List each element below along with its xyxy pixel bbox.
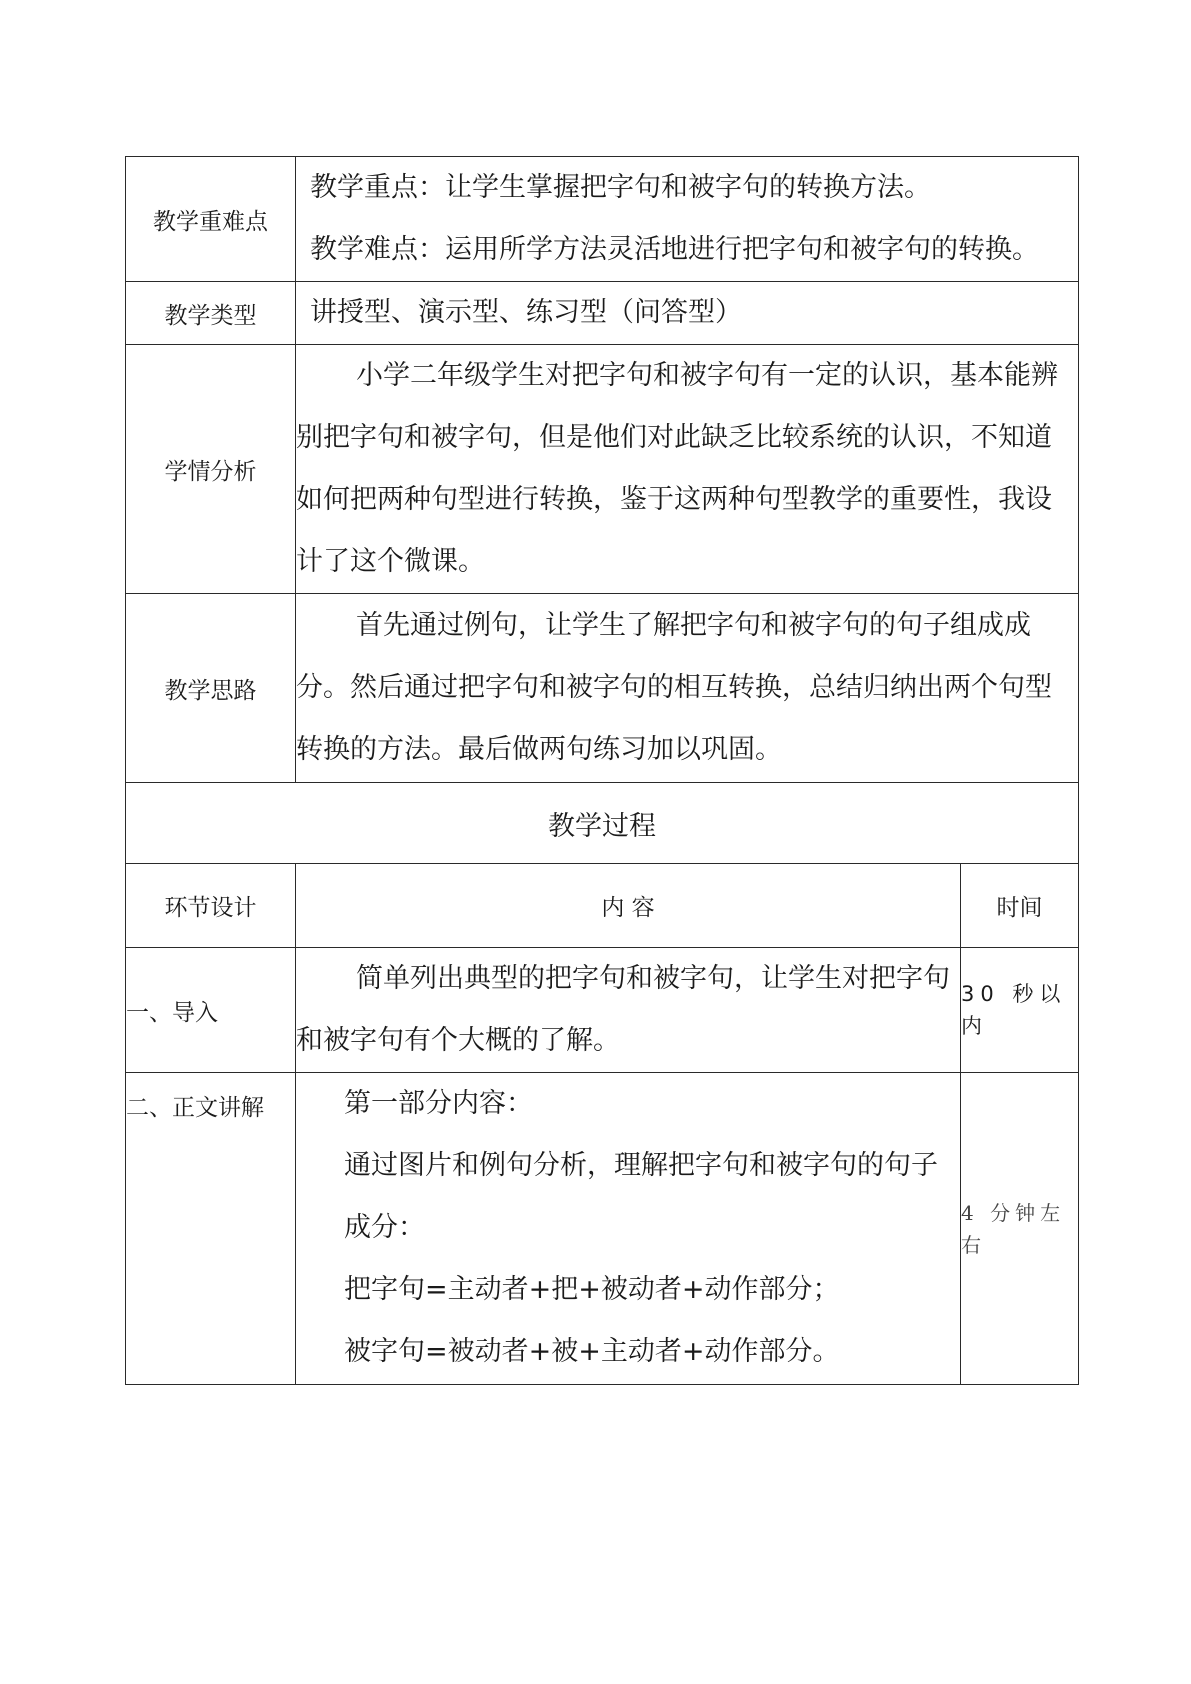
teaching-difficulty: 教学难点：运用所学方法灵活地进行把字句和被字句的转换。 [310, 234, 1039, 265]
intro-content-cell [296, 948, 961, 1073]
teaching-type-label: 教学类型 [126, 282, 296, 345]
intro-time: 30 秒以内 [961, 948, 1079, 1073]
key-points-row [126, 157, 1079, 282]
intro-row [126, 948, 1079, 1073]
key-points-label: 教学重难点 [126, 157, 296, 282]
analysis-row [126, 345, 1079, 594]
intro-stage: 一、导入 [126, 948, 296, 1073]
approach-text: 首先通过例句，让学生了解把字句和被字句的句子组成成分。然后通过把字句和被字句的相互转换，总结归纳出两个句型转换的方法。最后做两句练习加以巩固。 [296, 610, 1052, 765]
teaching-type-value-cell [296, 282, 1079, 345]
main-lecture-line: 被字句=被动者+被+主动者+动作部分。 [344, 1336, 840, 1367]
main-lecture-stage: 二、正文讲解 [126, 1073, 296, 1385]
main-lecture-line: 把字句=主动者+把+被动者+动作部分； [344, 1274, 840, 1305]
main-lecture-line: 第一部分内容： [344, 1088, 533, 1119]
stage-header: 环节设计 [126, 864, 296, 948]
process-title: 教学过程 [126, 783, 1079, 864]
intro-content: 简单列出典型的把字句和被字句，让学生对把字句和被字句有个大概的了解。 [296, 963, 950, 1056]
main-lecture-content-cell [296, 1073, 961, 1385]
lesson-plan-table [125, 156, 1079, 1385]
teaching-focus: 教学重点：让学生掌握把字句和被字句的转换方法。 [310, 172, 931, 203]
teaching-type-row [126, 282, 1079, 345]
key-points-content [296, 157, 1079, 282]
main-lecture-row [126, 1073, 1079, 1385]
content-header: 内 容 [296, 864, 961, 948]
approach-row [126, 594, 1079, 783]
teaching-type-value: 讲授型、演示型、练习型（问答型） [310, 297, 742, 328]
time-header: 时间 [961, 864, 1079, 948]
process-header-row [126, 864, 1079, 948]
main-lecture-time: 4 分钟左右 [961, 1073, 1079, 1385]
analysis-text: 小学二年级学生对把字句和被字句有一定的认识，基本能辨别把字句和被字句，但是他们对此缺乏比较系统的认识，不知道如何把两种句型进行转换，鉴于这两种句型教学的重要性，我设计了这个微课。 [296, 360, 1058, 577]
analysis-content [296, 345, 1079, 594]
approach-content [296, 594, 1079, 783]
approach-label: 教学思路 [126, 594, 296, 783]
analysis-label: 学情分析 [126, 345, 296, 594]
process-title-row [126, 783, 1079, 864]
main-lecture-line: 通过图片和例句分析，理解把字句和被字句的句子成分： [344, 1150, 938, 1243]
